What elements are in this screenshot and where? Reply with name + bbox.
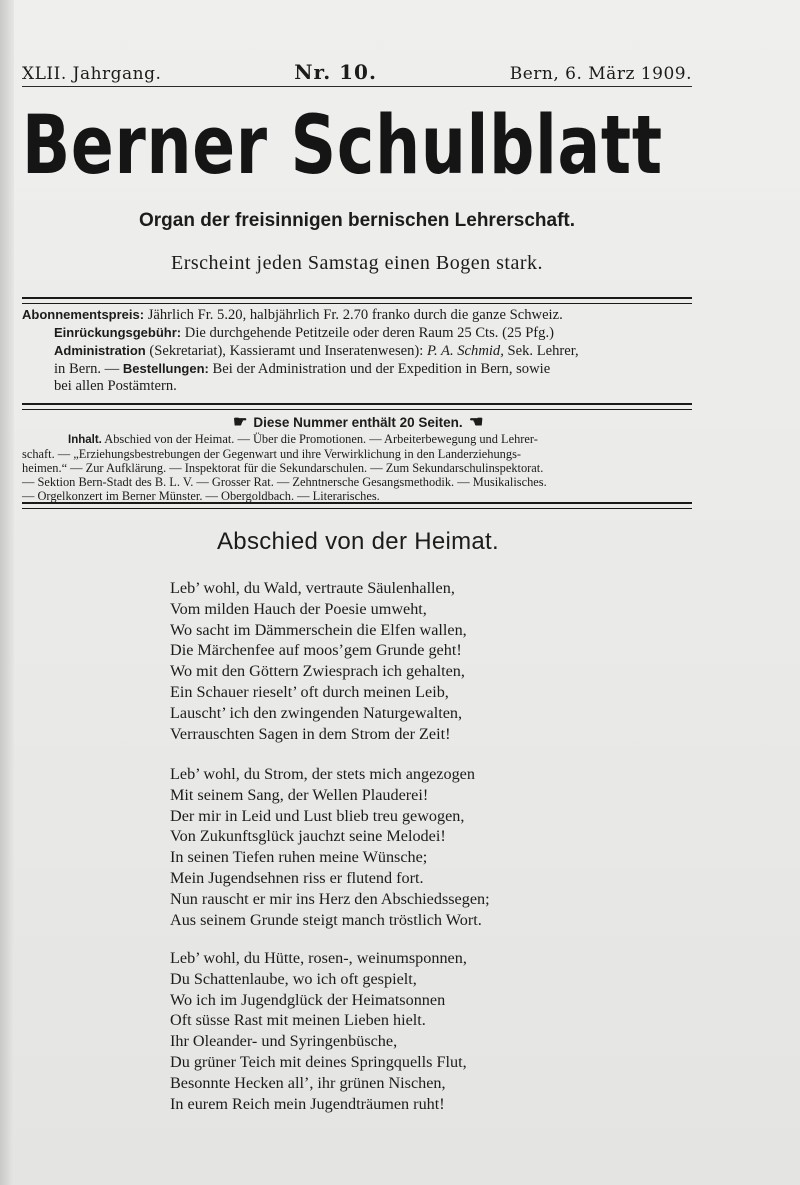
page-count-notice bbox=[22, 412, 694, 432]
poem-line: Ein Schauer rieselt’ oft durch meinen Leib, bbox=[170, 682, 449, 701]
place-date: Bern, 6. März 1909. bbox=[509, 64, 692, 84]
poem-line: Leb’ wohl, du Strom, der stets mich angezogen bbox=[170, 765, 475, 783]
poem-line: Wo ich im Jugendglück der Heimatsonnen bbox=[170, 990, 446, 1009]
table-of-contents bbox=[22, 432, 694, 503]
poem-line: Wo sacht im Dämmerschein die Elfen wallen, bbox=[170, 620, 467, 639]
poem-line: Du Schattenlaube, wo ich oft gespielt, bbox=[170, 969, 417, 988]
contents-label: Inhalt. bbox=[68, 434, 102, 446]
fee-label: Einrückungsgebühr: bbox=[54, 325, 182, 340]
poem-line: Die Märchenfee auf moos’gem Grunde geht! bbox=[170, 641, 462, 660]
newspaper-subtitle: Organ der freisinnigen bernischen Lehrerschaft. bbox=[138, 210, 576, 231]
poem-line: In eurem Reich mein Jugendträumen ruht! bbox=[170, 1094, 445, 1113]
poem-title: Abschied von der Heimat. bbox=[216, 528, 499, 555]
price-label: Abonnementspreis: bbox=[22, 307, 145, 322]
issue-number: Nr. 10. bbox=[294, 60, 377, 84]
admin-text-2: Sek. Lehrer, bbox=[503, 343, 579, 359]
subscription-divider bbox=[22, 403, 692, 410]
notice-text: Diese Nummer enthält 20 Seiten. bbox=[253, 415, 463, 430]
admin-line-2: in Bern. — bbox=[54, 361, 123, 377]
page-spine bbox=[0, 0, 14, 1185]
admin-name: P. A. Schmid, bbox=[426, 343, 504, 359]
poem-line: Mit seinem Sang, der Wellen Plauderei! bbox=[170, 785, 429, 804]
admin-label: Administration bbox=[54, 343, 146, 358]
price-text: Jährlich Fr. 5.20, halbjährlich Fr. 2.70 franko durch die ganze Schweiz. bbox=[144, 307, 563, 323]
fee-text: Die durchgehende Petitzeile oder deren Raum 25 Cts. (25 Pfg.) bbox=[181, 325, 554, 341]
poem-line: Ihr Oleander- und Syringenbüsche, bbox=[170, 1032, 398, 1051]
poem-line: Vom milden Hauch der Poesie umweht, bbox=[170, 599, 427, 618]
masthead-line bbox=[22, 60, 692, 84]
pointing-hand-icon: ☛ bbox=[468, 414, 483, 431]
poem-line: Mein Jugendsehnen riss er flutend fort. bbox=[170, 868, 424, 887]
poem-line: Von Zukunftsglück jauchzt seine Melodei! bbox=[170, 827, 446, 846]
poem-line: Leb’ wohl, du Hütte, rosen-, weinumsponnen, bbox=[170, 949, 467, 967]
orders-line-2: bei allen Postämtern. bbox=[54, 378, 177, 394]
contents-line-5: — Orgelkonzert im Berner Münster. — Obergoldbach. — Literarisches. bbox=[22, 489, 380, 503]
contents-line-4: — Sektion Bern-Stadt des B. L. V. — Grosser Rat. — Zehntnersche Gesangsmethodik. — Musikalisches. bbox=[22, 475, 547, 489]
poem-stanza bbox=[170, 578, 630, 744]
poem-line: Wo mit den Göttern Zwiesprach ich gehalten, bbox=[170, 662, 465, 681]
contents-divider bbox=[22, 502, 692, 509]
subscription-info bbox=[22, 306, 694, 395]
contents-line-2: schaft. — „Erziehungsbestrebungen der Gegenwart und ihre Verwirklichung in den Landerziehungs- bbox=[22, 447, 522, 461]
publication-tagline: Erscheint jeden Samstag einen Bogen stark. bbox=[170, 252, 543, 274]
volume-label: XLII. Jahrgang. bbox=[22, 64, 162, 84]
poem-line: Der mir in Leid und Lust blieb treu gewogen, bbox=[170, 806, 465, 825]
poem-line: Du grüner Teich mit deines Springquells Flut, bbox=[170, 1052, 467, 1071]
newspaper-title: Berner Schulblatt bbox=[22, 99, 663, 193]
orders-label: Bestellungen: bbox=[122, 361, 209, 376]
pointing-hand-icon: ☛ bbox=[232, 414, 248, 431]
poem-line: Oft süsse Rast mit meinen Lieben hielt. bbox=[170, 1011, 426, 1030]
poem-line: Lauscht’ ich den zwingenden Naturgewalten, bbox=[170, 703, 463, 722]
poem-line: Nun rauscht er mir ins Herz den Abschiedssegen; bbox=[170, 889, 490, 908]
poem-stanza bbox=[170, 948, 630, 1114]
header-divider bbox=[22, 297, 692, 304]
poem-line: Verrauschten Sagen in dem Strom der Zeit! bbox=[170, 724, 451, 743]
masthead-rule bbox=[22, 86, 692, 87]
admin-text: (Sekretariat), Kassieramt und Inseratenwesen): bbox=[145, 343, 427, 359]
contents-line-1: Abschied von der Heimat. — Über die Promotionen. — Arbeiterbewegung und Lehrer- bbox=[101, 432, 538, 446]
poem-line: In seinen Tiefen ruhen meine Wünsche; bbox=[170, 848, 428, 867]
poem-line: Besonnte Hecken all’, ihr grünen Nischen, bbox=[170, 1073, 446, 1092]
poem-stanza bbox=[170, 764, 630, 930]
orders-text: Bei der Administration und der Expedition in Bern, sowie bbox=[208, 361, 551, 377]
contents-line-3: heimen.“ — Zur Aufklärung. — Inspektorat für die Sekundarschulen. — Zum Sekundarschulinspektorat. bbox=[22, 461, 544, 475]
poem-line: Aus seinem Grunde steigt manch tröstlich Wort. bbox=[170, 910, 482, 929]
poem-line: Leb’ wohl, du Wald, vertraute Säulenhallen, bbox=[170, 579, 455, 597]
